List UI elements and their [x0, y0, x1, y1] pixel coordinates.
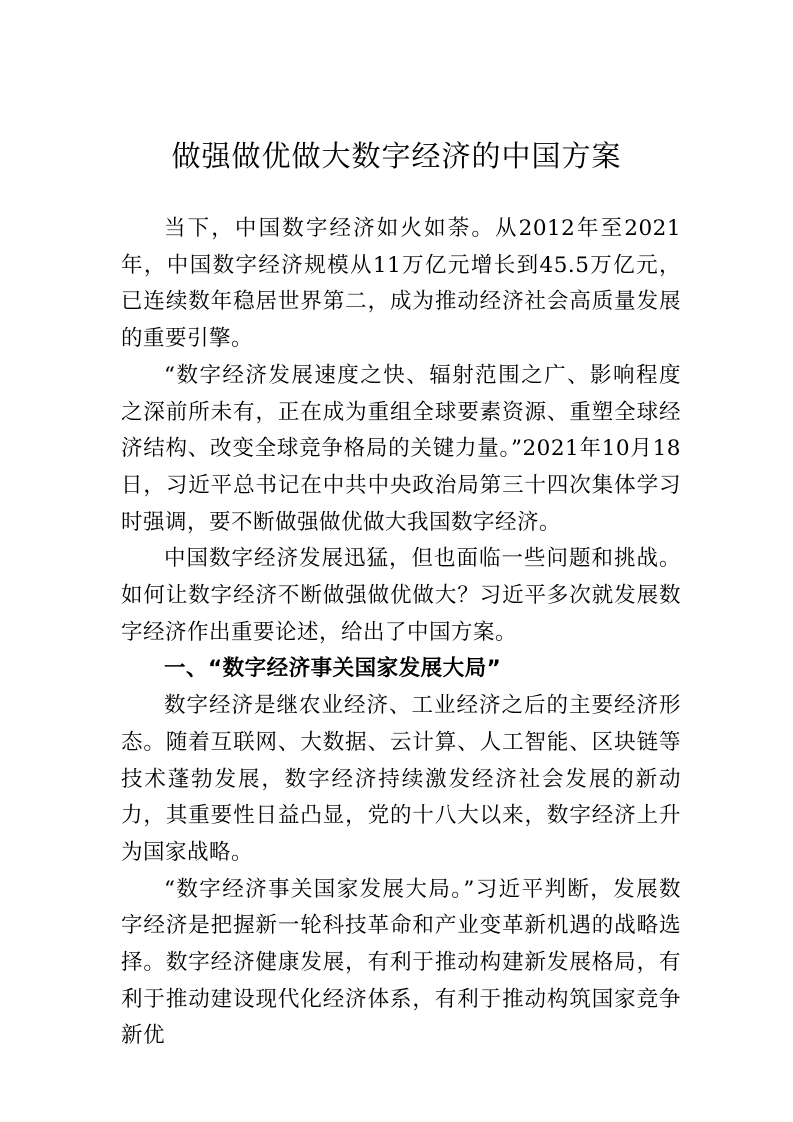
document-body [121, 211, 681, 1055]
paragraph-intro: 当下，中国数字经济如火如荼。从2012年至2021年，中国数字经济规模从11万亿元增长到45.5万亿元，已连续数年稳居世界第二，成为推动经济社会高质量发展的重要引擎。 [121, 216, 681, 352]
paragraph-quote: “数字经济发展速度之快、辐射范围之广、影响程度之深前所未有，正在成为重组全球要素资源、重塑全球经济结构、改变全球竞争格局的关键力量。”2021年10月18日，习近平总书记在中共中央政治局第三十四次集体学习时强调，要不断做强做优做大我国数字经济。 [121, 362, 681, 535]
paragraph-economic-form: 数字经济是继农业经济、工业经济之后的主要经济形态。随着互联网、大数据、云计算、人工智能、区块链等技术蓬勃发展，数字经济持续激发经济社会发展的新动力，其重要性日益凸显，党的十八大以来，数字经济上升为国家战略。 [121, 693, 681, 865]
section-heading: 一、“数字经济事关国家发展大局” [164, 656, 502, 682]
paragraph-development-overall: “数字经济事关国家发展大局。”习近平判断，发展数字经济是把握新一轮科技革命和产业变革新机遇的战略选择。数字经济健康发展，有利于推动构建新发展格局，有利于推动建设现代化经济体系，有利于推动构筑国家竞争新优 [121, 876, 681, 1049]
document-title: 做强做优做大数字经济的中国方案 [171, 139, 622, 173]
paragraph-challenges: 中国数字经济发展迅猛，但也面临一些问题和挑战。如何让数字经济不断做强做优做大？习近平多次就发展数字经济作出重要论述，给出了中国方案。 [121, 546, 681, 645]
